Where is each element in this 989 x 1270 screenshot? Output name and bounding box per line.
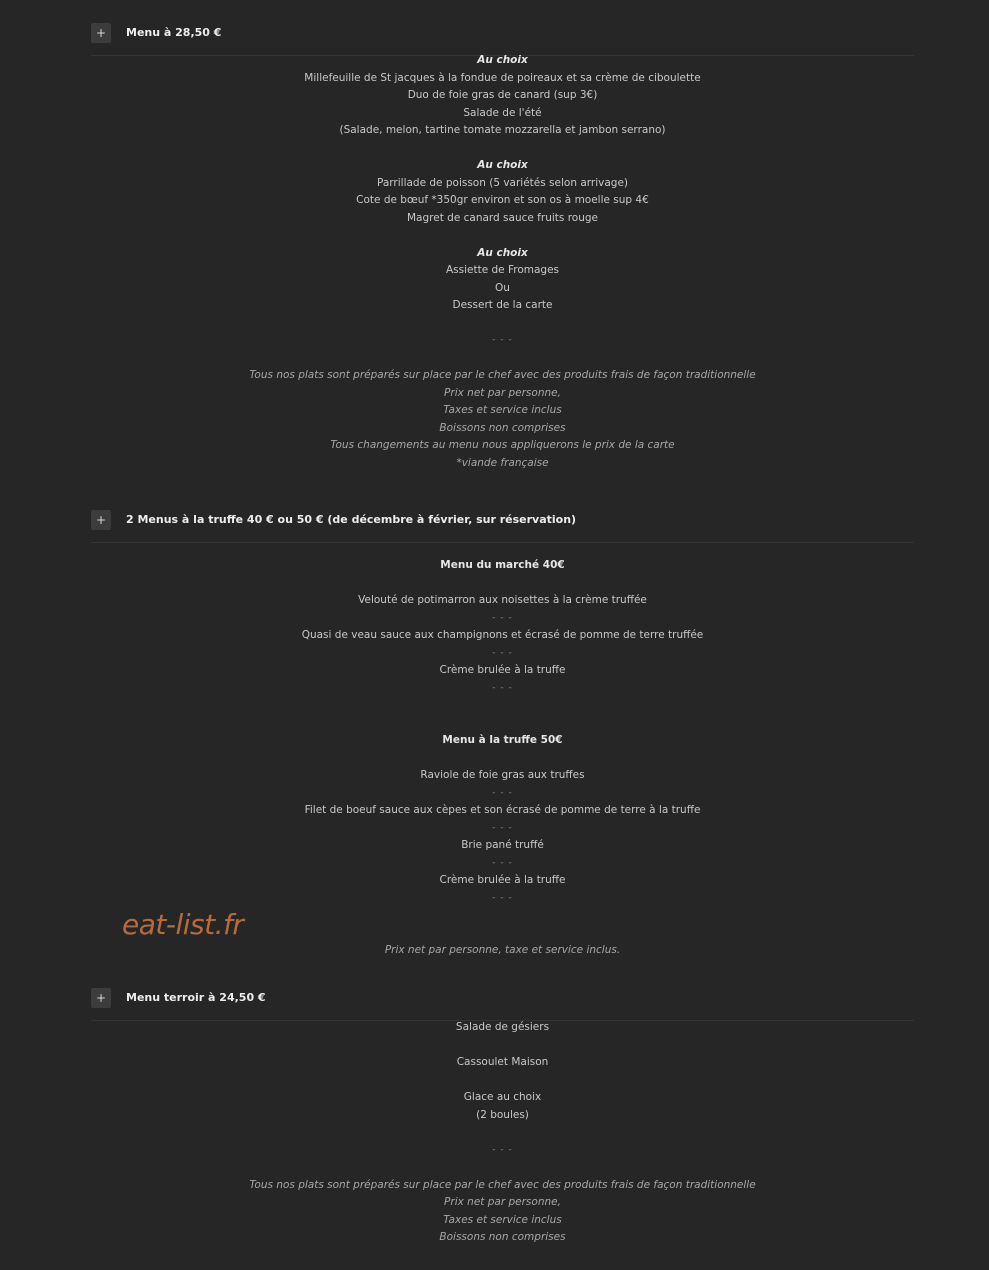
section-title[interactable]: Menu à 28,50 € xyxy=(126,26,222,39)
section-body-menus-truffe xyxy=(91,557,914,960)
menu-item: Dessert de la carte xyxy=(452,299,553,311)
expand-plus-icon[interactable]: + xyxy=(91,988,111,1008)
section-body-menu-28 xyxy=(91,52,914,472)
course-heading: Au choix xyxy=(477,159,528,171)
menu-item: Brie pané truffé xyxy=(461,839,544,851)
spacer xyxy=(91,1072,914,1090)
menu-item: (Salade, melon, tartine tomate mozzarella et jambon serrano) xyxy=(339,124,666,136)
menu-note: Boissons non comprises xyxy=(439,1231,566,1243)
menu-item: Salade de l'été xyxy=(463,106,542,119)
menu-item: Assiette de Fromages xyxy=(445,264,560,276)
menu-item: Cassoulet Maison xyxy=(456,1056,549,1068)
separator: - - - xyxy=(492,647,513,658)
menu-item: Velouté de potimarron aux noisettes à la crème truffée xyxy=(358,594,647,606)
menu-item: Filet de boeuf sauce aux cèpes et son écrasé de pomme de terre à la truffe xyxy=(304,804,701,816)
spacer xyxy=(91,350,914,368)
menu-item: Duo de foie gras de canard (sup 3€) xyxy=(407,89,598,101)
menu-note: Prix net par personne, taxe et service inclus. xyxy=(384,944,621,956)
separator: - - - xyxy=(492,612,513,623)
menu-note: Prix net par personne, xyxy=(444,1196,561,1208)
spacer xyxy=(91,140,914,158)
separator: - - - xyxy=(492,682,513,693)
expand-plus-icon[interactable]: + xyxy=(91,510,111,530)
menu-item: Salade de gésiers xyxy=(455,1021,550,1033)
menu-note: Tous changements au menu nous appliquerons le prix de la carte xyxy=(330,439,675,451)
menu-item: Cote de bœuf *350gr environ et son os à moelle sup 4€ xyxy=(356,194,649,206)
watermark-logo: eat-list.fr xyxy=(122,908,244,941)
menu-note: Prix net par personne, xyxy=(444,386,561,399)
menu-item: (2 boules) xyxy=(476,1108,529,1121)
separator: - - - xyxy=(492,857,513,868)
spacer xyxy=(91,697,914,715)
spacer xyxy=(91,1037,914,1055)
section-body-menu-terroir xyxy=(91,1019,914,1247)
course-heading: Menu à la truffe 50€ xyxy=(442,734,563,746)
spacer xyxy=(91,575,914,593)
menu-note: *viande française xyxy=(456,456,549,469)
spacer xyxy=(91,750,914,768)
separator: - - - xyxy=(492,822,513,833)
separator: - - - xyxy=(492,892,513,903)
menu-item: Millefeuille de St jacques à la fondue de poireaux et sa crème de ciboulette xyxy=(304,71,701,84)
spacer xyxy=(91,1124,914,1142)
expand-plus-icon[interactable]: + xyxy=(91,23,111,43)
separator: - - - xyxy=(492,787,513,798)
menu-note: Tous nos plats sont préparés sur place par le chef avec des produits frais de façon traditionnelle xyxy=(249,1178,756,1191)
section-header-menus-truffe[interactable] xyxy=(91,510,914,543)
section-header-menu-terroir[interactable] xyxy=(91,988,914,1021)
menu-note: Boissons non comprises xyxy=(439,421,566,434)
menu-item: Crème brulée à la truffe xyxy=(439,664,566,676)
menu-item: Magret de canard sauce fruits rouge xyxy=(407,211,598,224)
section-title[interactable]: 2 Menus à la truffe 40 € ou 50 € (de décembre à février, sur réservation) xyxy=(126,513,577,526)
menu-item: Crème brulée à la truffe xyxy=(439,874,566,886)
spacer xyxy=(91,227,914,245)
spacer xyxy=(91,1159,914,1177)
menu-item: Raviole de foie gras aux truffes xyxy=(420,769,585,781)
separator: - - - xyxy=(492,335,513,345)
course-heading: Menu du marché 40€ xyxy=(440,559,565,571)
menu-item: Ou xyxy=(495,281,510,294)
menu-item: Glace au choix xyxy=(463,1091,542,1103)
menu-item: Parrillade de poisson (5 variétés selon arrivage) xyxy=(377,176,628,189)
spacer xyxy=(91,715,914,733)
menu-note: Tous nos plats sont préparés sur place par le chef avec des produits frais de façon traditionnelle xyxy=(249,369,756,381)
menu-note: Taxes et service inclus xyxy=(443,1213,562,1226)
section-title[interactable]: Menu terroir à 24,50 € xyxy=(126,991,266,1004)
course-heading: Au choix xyxy=(477,54,528,66)
menu-note: Taxes et service inclus xyxy=(443,404,562,416)
course-heading: Au choix xyxy=(477,246,528,259)
menu-item: Quasi de veau sauce aux champignons et écrasé de pomme de terre truffée xyxy=(301,629,704,641)
separator: - - - xyxy=(492,1144,513,1155)
spacer xyxy=(91,315,914,333)
